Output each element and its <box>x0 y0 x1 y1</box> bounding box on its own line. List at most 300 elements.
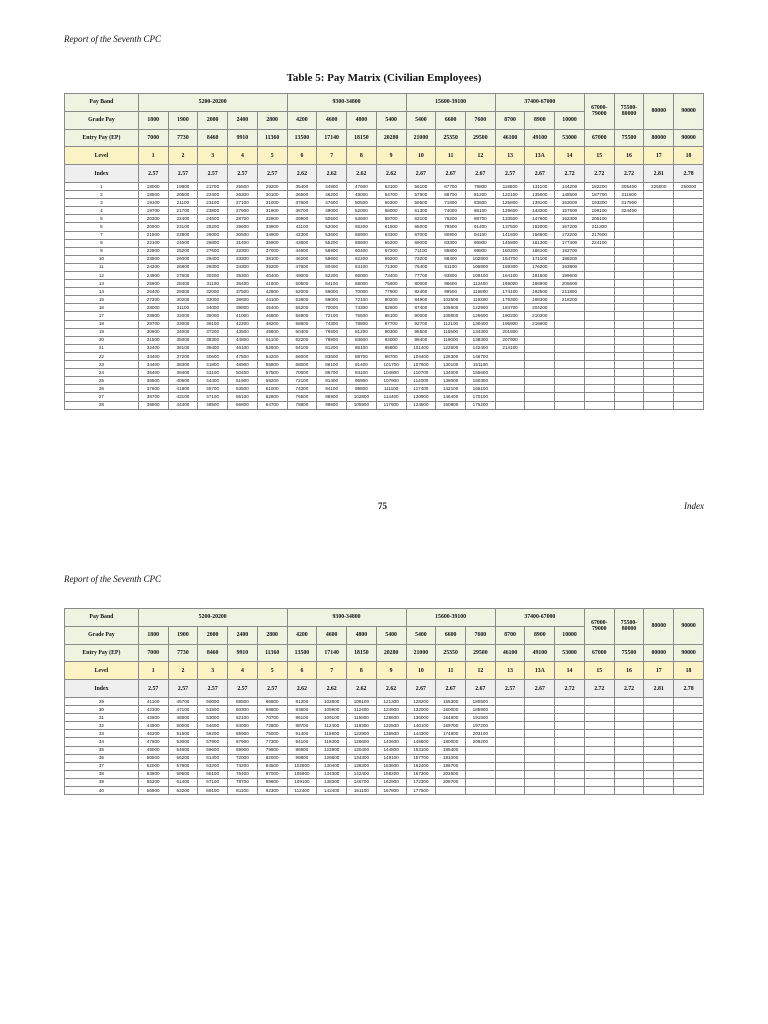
pay-cell: 175200 <box>465 401 495 409</box>
pay-cell: 99500 <box>436 288 466 296</box>
pay-cell: 107900 <box>376 377 406 385</box>
index-label: Index <box>65 165 139 183</box>
pay-cell <box>674 385 704 393</box>
pay-cell <box>644 393 674 401</box>
pay-cell: 82000 <box>257 754 287 762</box>
pay-cell: 119300 <box>347 722 377 730</box>
pay-cell: 156600 <box>525 231 555 239</box>
pay-cell: 94100 <box>465 231 495 239</box>
pay-cell: 62100 <box>228 714 258 722</box>
pay-cell: 112400 <box>317 722 347 730</box>
pay-cell: 71100 <box>406 247 436 255</box>
pay-cell: 26800 <box>198 239 228 247</box>
pay-cell: 53100 <box>376 182 406 190</box>
table-row <box>65 385 704 393</box>
pay-cell <box>495 738 525 746</box>
entry-pay-cell: 9910 <box>228 644 258 662</box>
pay-cell: 26400 <box>138 288 168 296</box>
pay-cell <box>674 191 704 199</box>
pay-cell: 136000 <box>406 714 436 722</box>
pay-cell: 49000 <box>287 272 317 280</box>
pay-cell: 72100 <box>347 296 377 304</box>
pay-cell: 27100 <box>228 199 258 207</box>
pay-cell: 96900 <box>287 746 317 754</box>
pay-cell <box>465 770 495 778</box>
grade-pay-cell: 5400 <box>406 626 436 644</box>
pay-cell: 122100 <box>495 191 525 199</box>
pay-cell: 78800 <box>347 320 377 328</box>
grade-pay-cell: 8900 <box>525 111 555 129</box>
pay-cell: 63300 <box>376 231 406 239</box>
pay-cell <box>555 369 585 377</box>
pay-cell <box>614 730 644 738</box>
pay-cell: 30200 <box>198 272 228 280</box>
pay-cell <box>555 393 585 401</box>
level-cell: 18 <box>674 147 704 165</box>
pay-cell: 52000 <box>317 223 347 231</box>
pay-cell <box>584 247 614 255</box>
table-row <box>65 344 704 352</box>
pay-cell: 137500 <box>495 223 525 231</box>
pay-cell <box>614 722 644 730</box>
pay-cell: 138300 <box>347 762 377 770</box>
pay-cell: 56900 <box>138 787 168 795</box>
pay-cell <box>555 377 585 385</box>
pay-cell: 138300 <box>317 778 347 786</box>
pay-cell <box>614 361 644 369</box>
pay-cell: 128600 <box>376 714 406 722</box>
entry-pay-cell: 21000 <box>406 129 436 147</box>
pay-cell: 92300 <box>257 787 287 795</box>
pay-cell: 140600 <box>376 738 406 746</box>
pay-cell <box>614 263 644 271</box>
pay-cell: 74300 <box>317 320 347 328</box>
pay-cell: 185400 <box>436 746 466 754</box>
pay-cell: 78500 <box>436 223 466 231</box>
pay-cell: 58600 <box>287 320 317 328</box>
pay-cell <box>644 697 674 705</box>
row-number-cell: 25 <box>65 377 139 385</box>
pay-cell: 170100 <box>465 393 495 401</box>
table-row <box>65 280 704 288</box>
pay-cell: 133500 <box>495 215 525 223</box>
entry-pay-cell: 21000 <box>406 644 436 662</box>
pay-cell: 37600 <box>138 385 168 393</box>
pay-cell: 45700 <box>198 385 228 393</box>
row-number-cell: 5 <box>65 215 139 223</box>
pay-cell <box>674 738 704 746</box>
pay-cell: 90000 <box>406 312 436 320</box>
level-cell: 5 <box>257 662 287 680</box>
pay-cell: 115800 <box>317 730 347 738</box>
pay-cell: 148600 <box>406 738 436 746</box>
pay-cell: 144300 <box>406 730 436 738</box>
pay-cell: 107500 <box>406 361 436 369</box>
pay-cell <box>674 312 704 320</box>
pay-cell: 83600 <box>465 199 495 207</box>
pay-cell: 167300 <box>406 770 436 778</box>
row-number-cell: 28 <box>65 401 139 409</box>
pay-cell <box>584 787 614 795</box>
index-row <box>65 165 704 183</box>
pay-cell: 114400 <box>376 393 406 401</box>
pay-cell: 37500 <box>228 288 258 296</box>
pay-cell: 216600 <box>525 320 555 328</box>
pay-cell <box>555 312 585 320</box>
pay-cell: 169000 <box>495 280 525 288</box>
pay-cell: 32000 <box>168 312 198 320</box>
pay-cell <box>644 336 674 344</box>
matrix-body <box>65 182 704 409</box>
pay-cell: 121300 <box>376 697 406 705</box>
pay-cell <box>584 280 614 288</box>
pay-cell: 27900 <box>228 207 258 215</box>
running-header-page-2: Report of the Seventh CPC <box>64 574 161 584</box>
pay-cell: 38100 <box>257 255 287 263</box>
pay-cell: 28700 <box>228 215 258 223</box>
pay-cell: 83600 <box>347 336 377 344</box>
pay-cell: 84900 <box>406 296 436 304</box>
level-cell: 16 <box>614 662 644 680</box>
pay-cell <box>674 247 704 255</box>
pay-cell <box>674 215 704 223</box>
pay-cell <box>555 697 585 705</box>
pay-cell: 136500 <box>376 730 406 738</box>
pay-cell: 37000 <box>257 247 287 255</box>
pay-cell: 34300 <box>228 263 258 271</box>
pay-cell: 18000 <box>138 182 168 190</box>
pay-cell: 142100 <box>436 385 466 393</box>
pay-cell: 129600 <box>495 207 525 215</box>
pay-cell <box>555 787 585 795</box>
pay-cell: 33300 <box>228 255 258 263</box>
pay-cell <box>674 746 704 754</box>
pay-cell: 20500 <box>168 191 198 199</box>
index-cell: 2.72 <box>584 680 614 698</box>
pay-cell: 109100 <box>287 778 317 786</box>
table-row <box>65 223 704 231</box>
pay-cell: 38300 <box>198 336 228 344</box>
pay-cell <box>644 738 674 746</box>
pay-cell: 34400 <box>138 361 168 369</box>
entry-pay-cell: 13500 <box>287 129 317 147</box>
pay-cell <box>525 336 555 344</box>
pay-cell: 33000 <box>168 320 198 328</box>
index-cell: 2.57 <box>138 165 168 183</box>
pay-cell: 144200 <box>555 182 585 190</box>
pay-cell: 67100 <box>198 778 228 786</box>
pay-cell <box>584 288 614 296</box>
pay-cell: 126300 <box>436 352 466 360</box>
index-cell: 2.62 <box>317 165 347 183</box>
row-number-cell: 11 <box>65 263 139 271</box>
pay-cell: 198300 <box>525 296 555 304</box>
pay-cell: 176200 <box>525 263 555 271</box>
pay-cell <box>495 730 525 738</box>
table-row <box>65 762 704 770</box>
pay-cell: 47600 <box>347 182 377 190</box>
pay-cell <box>674 722 704 730</box>
grade-pay-cell: 4600 <box>317 626 347 644</box>
pay-cell: 210300 <box>525 312 555 320</box>
pay-cell <box>644 344 674 352</box>
pay-cell: 202600 <box>436 770 466 778</box>
pay-cell: 114000 <box>406 377 436 385</box>
pay-cell: 180500 <box>465 697 495 705</box>
pay-cell <box>525 746 555 754</box>
pay-cell: 112400 <box>287 787 317 795</box>
pay-cell: 62800 <box>257 393 287 401</box>
pay-cell: 34000 <box>168 328 198 336</box>
pay-cell: 24500 <box>198 215 228 223</box>
table-row <box>65 336 704 344</box>
level-cell: 9 <box>376 662 406 680</box>
pay-cell: 76200 <box>436 215 466 223</box>
pay-cell <box>614 754 644 762</box>
pay-cell <box>674 231 704 239</box>
pay-cell: 174100 <box>495 288 525 296</box>
pay-cell: 172200 <box>555 231 585 239</box>
pay-cell <box>584 762 614 770</box>
pay-cell: 138000 <box>436 377 466 385</box>
pay-cell <box>644 272 674 280</box>
table-row <box>65 304 704 312</box>
pay-cell: 50500 <box>138 754 168 762</box>
pay-cell: 162300 <box>555 215 585 223</box>
entry-pay-cell: 8460 <box>198 129 228 147</box>
pay-cell <box>614 385 644 393</box>
pay-cell <box>644 730 674 738</box>
pay-band-cell: 37400-67000 <box>495 609 584 627</box>
pay-cell <box>584 336 614 344</box>
index-cell: 2.72 <box>584 165 614 183</box>
grade-pay-label: Grade Pay <box>65 626 139 644</box>
pay-cell: 19100 <box>138 199 168 207</box>
pay-cell <box>644 215 674 223</box>
pay-cell: 142400 <box>465 344 495 352</box>
level-cell: 13 <box>495 147 525 165</box>
pay-cell <box>525 706 555 714</box>
pay-cell: 34900 <box>257 231 287 239</box>
pay-cell: 76500 <box>347 312 377 320</box>
pay-cell <box>614 239 644 247</box>
pay-cell: 81200 <box>347 328 377 336</box>
pay-cell: 24200 <box>138 263 168 271</box>
level-cell: 11 <box>436 662 466 680</box>
pay-cell: 91400 <box>317 377 347 385</box>
level-cell: 6 <box>287 662 317 680</box>
index-cell: 2.78 <box>674 165 704 183</box>
pay-band-row <box>65 94 704 112</box>
pay-cell: 180000 <box>436 738 466 746</box>
pay-cell: 104400 <box>406 352 436 360</box>
pay-cell: 134300 <box>317 770 347 778</box>
pay-cell: 62200 <box>347 255 377 263</box>
pay-cell <box>644 199 674 207</box>
entry-pay-cell: 53000 <box>555 129 585 147</box>
pay-cell: 143300 <box>525 207 555 215</box>
pay-cell <box>584 344 614 352</box>
pay-cell: 75400 <box>406 263 436 271</box>
index-cell: 2.67 <box>465 680 495 698</box>
pay-cell: 67900 <box>228 738 258 746</box>
row-number-cell: 36 <box>65 754 139 762</box>
pay-cell <box>495 722 525 730</box>
grade-pay-cell: 1800 <box>138 626 168 644</box>
pay-cell <box>614 215 644 223</box>
pay-band-cell: 67000-79000 <box>584 94 614 130</box>
pay-cell: 67200 <box>376 247 406 255</box>
entry-pay-cell: 49100 <box>525 644 555 662</box>
row-number-cell: 3 <box>65 199 139 207</box>
pay-cell: 119000 <box>436 336 466 344</box>
pay-cell: 49000 <box>347 191 377 199</box>
pay-cell: 186900 <box>525 280 555 288</box>
pay-cell: 128200 <box>406 697 436 705</box>
pay-cell: 60400 <box>287 328 317 336</box>
pay-cell: 165100 <box>465 385 495 393</box>
pay-cell <box>525 730 555 738</box>
row-number-cell: 16 <box>65 304 139 312</box>
table-row <box>65 401 704 409</box>
pay-cell: 146700 <box>465 352 495 360</box>
pay-cell: 47500 <box>228 352 258 360</box>
row-number-cell: 1 <box>65 182 139 190</box>
pay-cell: 205400 <box>614 182 644 190</box>
level-cell: 13A <box>525 662 555 680</box>
table-row <box>65 296 704 304</box>
pay-cell: 46800 <box>257 312 287 320</box>
pay-cell: 72800 <box>257 722 287 730</box>
pay-cell: 50500 <box>287 280 317 288</box>
entry-pay-cell: 75500 <box>614 129 644 147</box>
pay-cell <box>674 706 704 714</box>
pay-cell: 46200 <box>287 255 317 263</box>
pay-cell: 51100 <box>257 336 287 344</box>
pay-cell <box>555 385 585 393</box>
index-cell: 2.62 <box>347 680 377 698</box>
table-row <box>65 215 704 223</box>
pay-cell: 142400 <box>347 770 377 778</box>
pay-cell: 184700 <box>495 304 525 312</box>
row-number-cell: 32 <box>65 722 139 730</box>
pay-cell: 78800 <box>317 336 347 344</box>
pay-cell: 74200 <box>228 762 258 770</box>
pay-cell <box>644 263 674 271</box>
pay-cell: 94100 <box>347 369 377 377</box>
table-row <box>65 255 704 263</box>
pay-cell: 61400 <box>198 754 228 762</box>
pay-cell <box>584 263 614 271</box>
pay-cell: 122900 <box>347 730 377 738</box>
pay-cell: 44400 <box>168 401 198 409</box>
pay-cell: 30200 <box>168 296 198 304</box>
grade-pay-cell: 1800 <box>138 111 168 129</box>
table-row <box>65 231 704 239</box>
pay-cell: 87400 <box>406 304 436 312</box>
pay-cell <box>584 312 614 320</box>
pay-cell <box>644 328 674 336</box>
pay-cell: 76500 <box>317 328 347 336</box>
pay-cell: 139100 <box>525 199 555 207</box>
pay-cell: 105900 <box>347 401 377 409</box>
grade-pay-cell: 2000 <box>198 111 228 129</box>
pay-cell: 146400 <box>436 393 466 401</box>
pay-cell <box>584 385 614 393</box>
grade-pay-cell: 2800 <box>257 111 287 129</box>
pay-cell: 18500 <box>138 191 168 199</box>
pay-cell: 40600 <box>198 352 228 360</box>
pay-cell: 74300 <box>347 304 377 312</box>
pay-cell <box>495 377 525 385</box>
pay-cell <box>465 746 495 754</box>
pay-cell: 57800 <box>406 191 436 199</box>
pay-cell: 142400 <box>317 787 347 795</box>
pay-cell: 59200 <box>257 377 287 385</box>
pay-cell: 112100 <box>436 320 466 328</box>
pay-cell: 59700 <box>376 215 406 223</box>
table-row <box>65 730 704 738</box>
pay-band-cell: 80000 <box>644 609 674 645</box>
pay-cell <box>674 280 704 288</box>
pay-cell: 43100 <box>198 369 228 377</box>
pay-cell: 55100 <box>228 393 258 401</box>
pay-cell <box>674 239 704 247</box>
pay-cell: 45700 <box>168 697 198 705</box>
grade-pay-cell: 2800 <box>257 626 287 644</box>
pay-cell <box>495 706 525 714</box>
pay-cell: 57900 <box>198 738 228 746</box>
pay-cell: 59600 <box>168 770 198 778</box>
pay-band-cell: 37400-67000 <box>495 94 584 112</box>
table-row <box>65 746 704 754</box>
index-cell: 2.67 <box>525 165 555 183</box>
pay-cell: 199100 <box>584 207 614 215</box>
pay-cell: 40400 <box>257 272 287 280</box>
pay-cell <box>674 328 704 336</box>
pay-cell: 42800 <box>257 288 287 296</box>
pay-cell: 78800 <box>465 182 495 190</box>
pay-cell <box>614 714 644 722</box>
pay-cell: 66000 <box>287 352 317 360</box>
pay-cell: 68000 <box>347 280 377 288</box>
pay-cell: 50000 <box>198 697 228 705</box>
pay-cell: 22100 <box>138 239 168 247</box>
table-row <box>65 706 704 714</box>
table-row <box>65 369 704 377</box>
pay-cell: 225000 <box>644 182 674 190</box>
table-row <box>65 182 704 190</box>
pay-cell: 69100 <box>198 787 228 795</box>
index-link[interactable]: Index <box>684 501 704 511</box>
pay-cell: 36400 <box>228 280 258 288</box>
pay-cell: 99800 <box>317 401 347 409</box>
pay-cell <box>644 352 674 360</box>
level-label: Level <box>65 662 139 680</box>
pay-cell <box>495 778 525 786</box>
pay-cell: 204200 <box>525 304 555 312</box>
index-cell: 2.67 <box>525 680 555 698</box>
table-row <box>65 377 704 385</box>
pay-cell: 36500 <box>138 377 168 385</box>
table-row <box>65 239 704 247</box>
running-header: Report of the Seventh CPC <box>64 34 161 44</box>
pay-cell <box>614 231 644 239</box>
grade-pay-cell: 6600 <box>436 626 466 644</box>
pay-cell <box>555 762 585 770</box>
pay-cell: 49000 <box>317 207 347 215</box>
pay-cell <box>644 401 674 409</box>
